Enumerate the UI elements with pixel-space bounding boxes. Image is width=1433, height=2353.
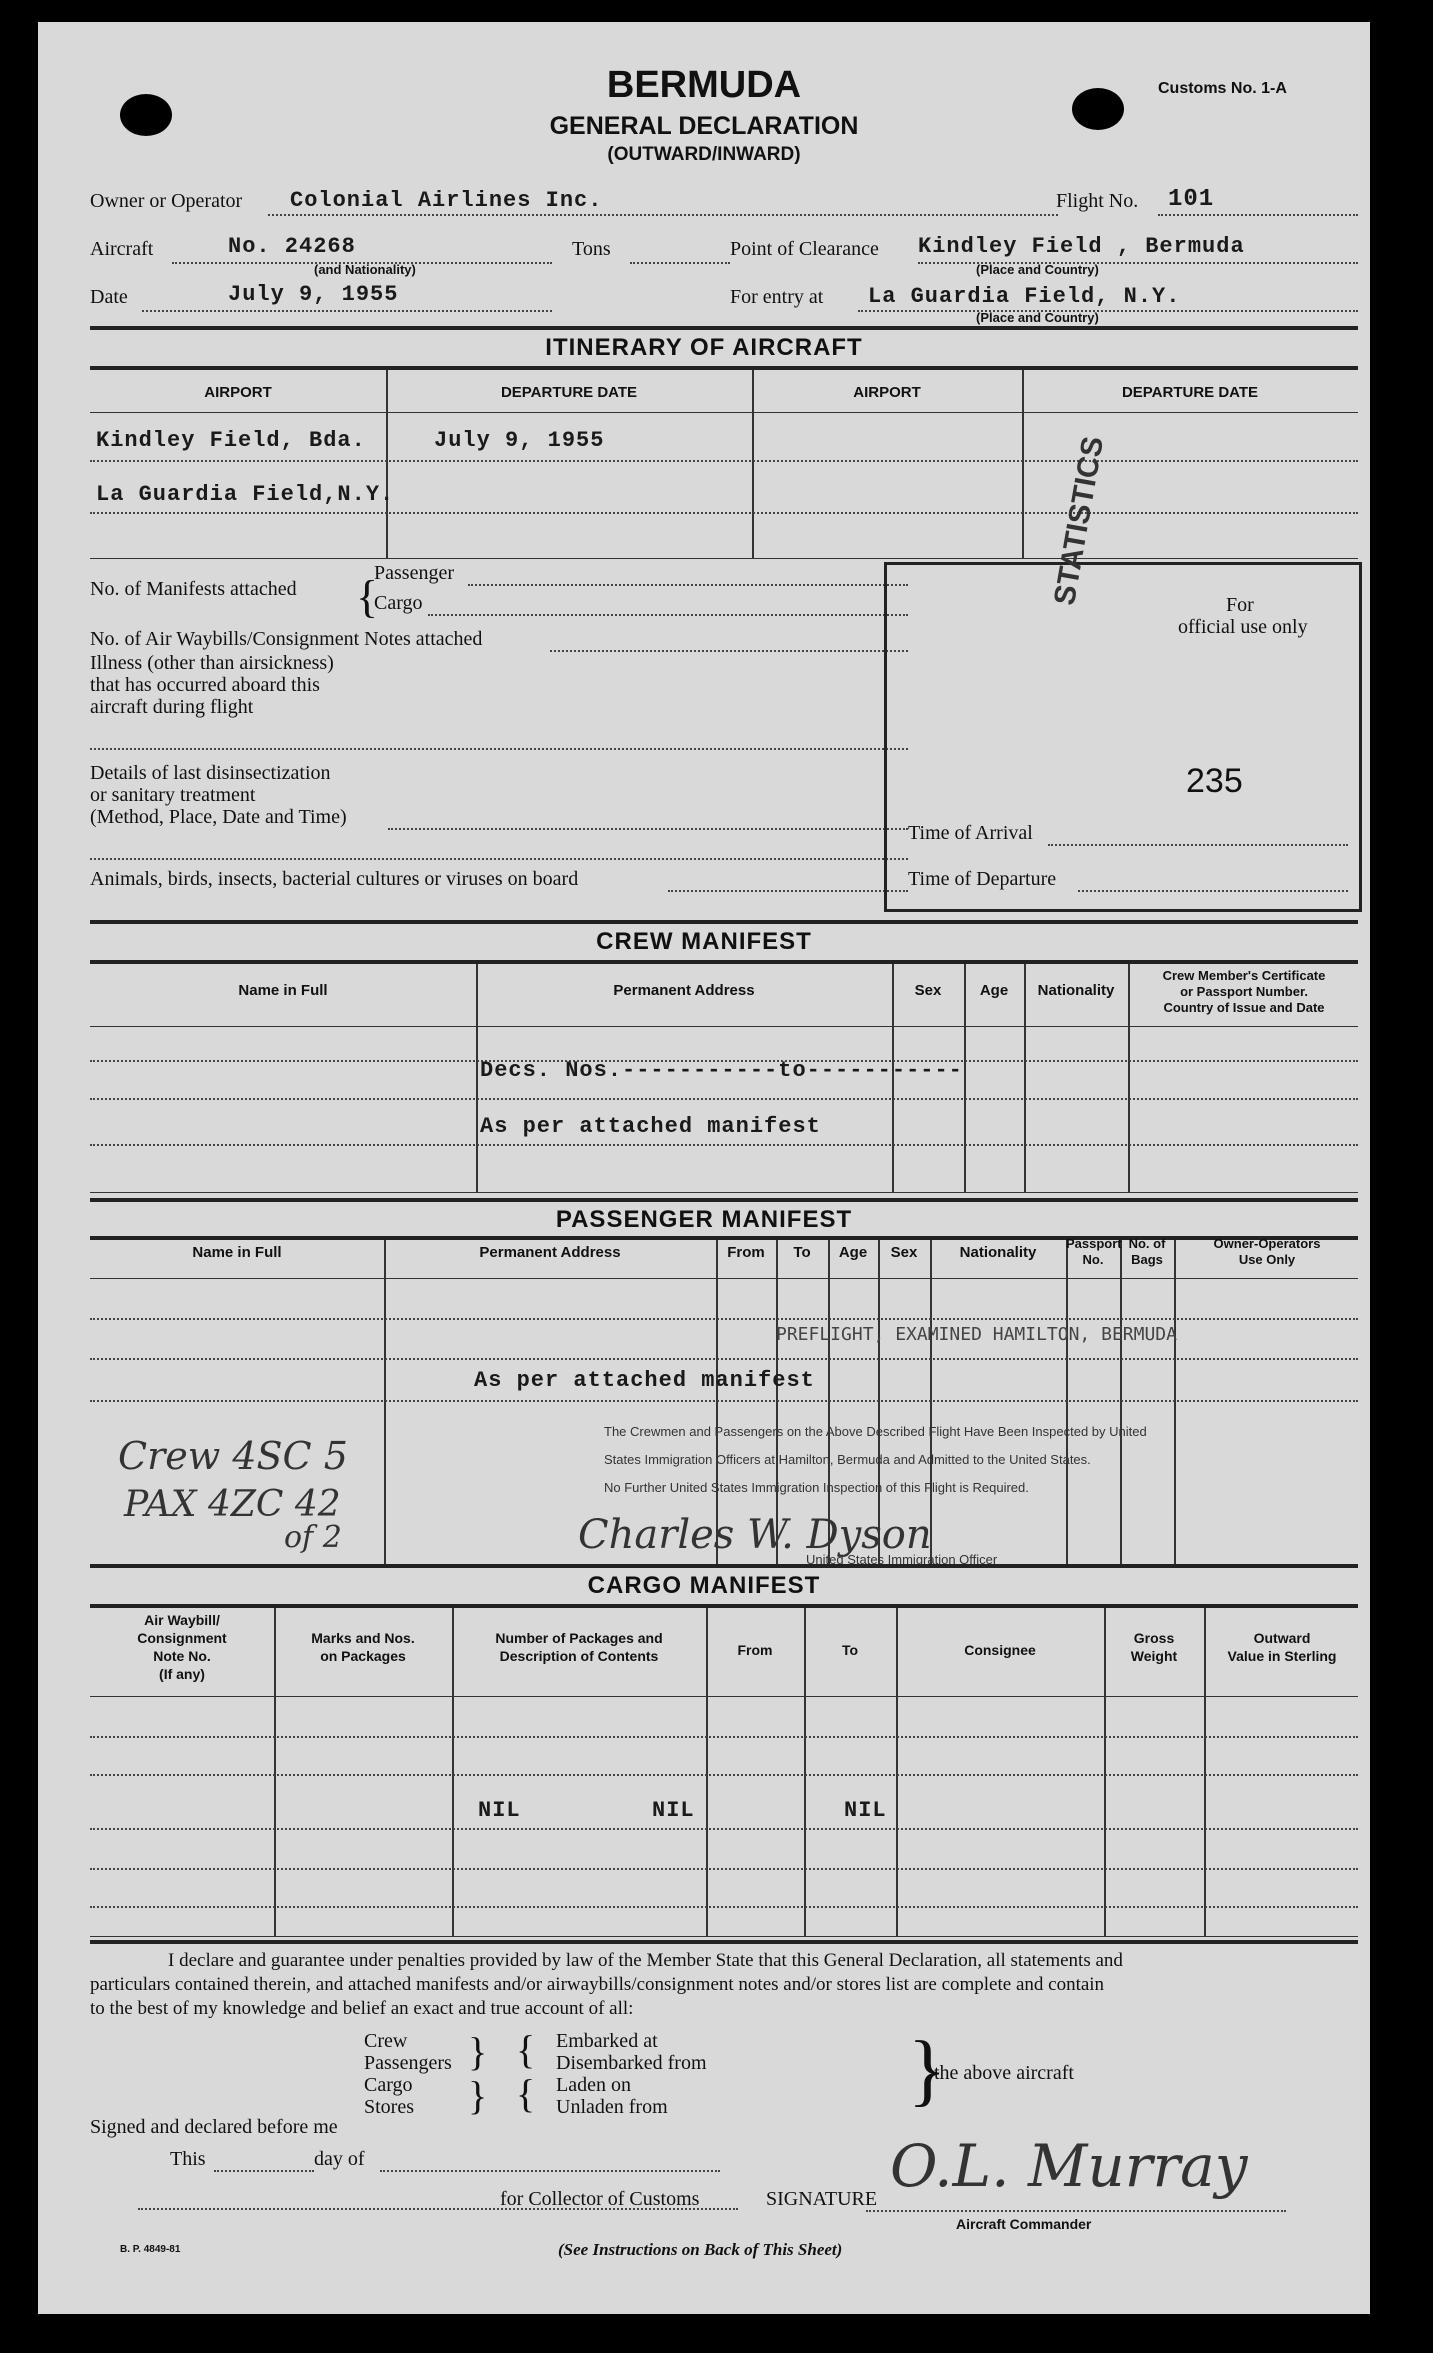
cargo-nil-2: NIL (652, 1798, 695, 1823)
cargo-header-marks-2: on Packages (320, 1648, 406, 1664)
declaration-disembarked: Disembarked from (556, 2052, 707, 2074)
itinerary-row1-date: July 9, 1955 (434, 428, 605, 453)
flight-value: 101 (1168, 186, 1215, 213)
illness-label-3: aircraft during flight (90, 696, 254, 718)
cargo-header-marks-1: Marks and Nos. (311, 1630, 415, 1646)
passenger-header-address: Permanent Address (479, 1244, 621, 1261)
manifests-brace: { (356, 571, 379, 622)
declaration-embarked: Embarked at (556, 2030, 658, 2052)
declaration-above: the above aircraft (934, 2062, 1074, 2084)
instructions-note: (See Instructions on Back of This Sheet) (558, 2240, 843, 2259)
declaration-brace-4: { (516, 2071, 536, 2116)
illness-label-2: that has occurred aboard this (90, 674, 320, 696)
passenger-header-bags-2: Bags (1131, 1252, 1163, 1267)
owner-label: Owner or Operator (90, 190, 243, 212)
dayof-label: day of (314, 2148, 365, 2170)
commander-label: Aircraft Commander (956, 2216, 1092, 2232)
crew-header-cert-1: Crew Member's Certificate (1162, 968, 1326, 983)
form-code: B. P. 4849-81 (120, 2244, 181, 2255)
cargo-header-packages-1: Number of Packages and (495, 1630, 663, 1646)
declaration-line-1: I declare and guarantee under penalties provided by law of the Member State that this General Declaration, all statements and (168, 1950, 1123, 1971)
declaration-passengers: Passengers (364, 2052, 452, 2074)
declaration-line-3: to the best of my knowledge and belief an exact and true account of all: (90, 1998, 634, 2019)
declaration-brace-5: } (908, 2026, 947, 2114)
flight-label: Flight No. (1056, 190, 1139, 212)
declaration-line-2: particulars contained therein, and attached manifests and/or airwaybills/consignment notes and/or stores list are complete and contain (90, 1974, 1105, 1995)
passenger-header-nationality: Nationality (959, 1244, 1037, 1261)
cargo-header-waybill-2: Consignment (137, 1630, 227, 1646)
cargo-header-weight-1: Gross (1133, 1630, 1175, 1646)
cargo-nil-3: NIL (844, 1798, 887, 1823)
handwritten-pax-tally: PAX 4ZC 42 (124, 1484, 341, 1525)
disinsect-label-1: Details of last disinsectization (90, 762, 331, 784)
crew-row-decs: Decs. Nos.-----------to----------- (480, 1058, 963, 1083)
departure-label: Time of Departure (908, 868, 1057, 890)
form-title: BERMUDA (606, 64, 802, 106)
manifests-passenger: Passenger (374, 562, 454, 584)
itinerary-title: ITINERARY OF AIRCRAFT (545, 334, 863, 361)
declaration-unladen: Unladen from (556, 2096, 668, 2118)
form-subtitle: GENERAL DECLARATION (549, 112, 859, 140)
clearance-value: Kindley Field , Bermuda (918, 234, 1245, 259)
handwritten-crew-tally: Crew 4SC 5 (118, 1434, 348, 1478)
official-label-1: For (1226, 594, 1254, 616)
cargo-header-consignee: Consignee (964, 1642, 1036, 1658)
declaration-form (38, 22, 1370, 2314)
form-number: Customs No. 1-A (1158, 80, 1287, 97)
illness-label-1: Illness (other than airsickness) (90, 652, 334, 674)
crew-header-cert-2: or Passport Number. (1180, 984, 1308, 999)
passenger-header-owner-1: Owner-Operators (1213, 1236, 1321, 1251)
crew-header-address: Permanent Address (613, 982, 755, 999)
itinerary-header-date-2: DEPARTURE DATE (1121, 384, 1259, 401)
commander-signature: O.L. Murray (890, 2132, 1248, 2200)
signed-label: Signed and declared before me (90, 2116, 338, 2138)
immigration-stamp-1: The Crewmen and Passengers on the Above Described Flight Have Been Inspected by United (604, 1424, 1147, 1439)
crew-header-sex: Sex (914, 982, 942, 999)
statistics-stamp: STATISTICS (1048, 434, 1111, 608)
collector-label: for Collector of Customs (500, 2188, 700, 2210)
aircraft-note: (and Nationality) (314, 262, 416, 277)
manifests-label: No. of Manifests attached (90, 578, 297, 600)
passenger-row-attached: As per attached manifest (474, 1368, 815, 1393)
entry-value: La Guardia Field, N.Y. (868, 284, 1181, 309)
itinerary-row1-airport: Kindley Field, Bda. (96, 428, 366, 453)
crew-header-age: Age (979, 982, 1009, 999)
date-value: July 9, 1955 (228, 282, 399, 307)
official-number: 235 (1186, 762, 1243, 800)
official-use-box (884, 562, 1362, 912)
immigration-stamp-3: No Further United States Immigration Inspection of this Flight is Required. (604, 1480, 1029, 1495)
waybills-label: No. of Air Waybills/Consignment Notes attached (90, 628, 483, 650)
signature-label: SIGNATURE (766, 2188, 878, 2210)
tons-label: Tons (572, 238, 611, 260)
crew-header-nationality: Nationality (1037, 982, 1115, 999)
preflight-stamp: PREFLIGHT, EXAMINED HAMILTON, BERMUDA (776, 1324, 1177, 1345)
passenger-header-sex: Sex (890, 1244, 918, 1261)
declaration-brace-2: } (468, 2073, 488, 2118)
itinerary-row2-airport: La Guardia Field,N.Y. (96, 482, 395, 507)
crew-header-name: Name in Full (238, 982, 328, 999)
this-label: This (170, 2148, 206, 2170)
disinsect-label-2: or sanitary treatment (90, 784, 256, 806)
cargo-header-weight-2: Weight (1130, 1648, 1178, 1664)
cargo-header-from: From (737, 1642, 773, 1658)
declaration-brace-3: { (516, 2027, 536, 2072)
itinerary-header-airport-2: AIRPORT (853, 384, 921, 401)
declaration-brace-1: } (468, 2029, 488, 2074)
passenger-header-passport-2: No. (1082, 1252, 1104, 1267)
date-label: Date (90, 286, 128, 308)
clearance-note: (Place and Country) (976, 262, 1099, 277)
crew-row-attached: As per attached manifest (480, 1114, 821, 1139)
passenger-header-name: Name in Full (192, 1244, 282, 1261)
cargo-header-value-2: Value in Sterling (1227, 1648, 1337, 1664)
disinsect-label-3: (Method, Place, Date and Time) (90, 806, 347, 828)
immigration-officer-label: United States Immigration Officer (806, 1552, 998, 1567)
manifests-cargo: Cargo (374, 592, 423, 614)
cargo-header-value-1: Outward (1253, 1630, 1311, 1646)
aircraft-value: No. 24268 (228, 234, 356, 259)
cargo-header-waybill-3: Note No. (153, 1648, 211, 1664)
crew-title: CREW MANIFEST (596, 928, 812, 955)
cargo-nil-1: NIL (478, 1798, 521, 1823)
arrival-label: Time of Arrival (908, 822, 1033, 844)
declaration-laden: Laden on (556, 2074, 631, 2096)
cargo-title: CARGO MANIFEST (587, 1572, 821, 1599)
cargo-header-packages-2: Description of Contents (499, 1648, 659, 1664)
passenger-header-bags-1: No. of (1128, 1236, 1166, 1251)
aircraft-label: Aircraft (90, 238, 154, 260)
cargo-header-waybill-1: Air Waybill/ (144, 1612, 220, 1628)
passenger-header-owner-2: Use Only (1238, 1252, 1296, 1267)
itinerary-header-date-1: DEPARTURE DATE (500, 384, 638, 401)
crew-header-cert-3: Country of Issue and Date (1163, 1000, 1325, 1015)
declaration-crew: Crew (364, 2030, 408, 2052)
official-label-2: official use only (1178, 616, 1308, 638)
passenger-title: PASSENGER MANIFEST (555, 1206, 853, 1233)
clearance-label: Point of Clearance (730, 238, 879, 260)
cargo-header-to: To (841, 1642, 859, 1658)
immigration-officer-signature: Charles W. Dyson (578, 1512, 932, 1558)
passenger-header-age: Age (838, 1244, 868, 1261)
animals-label: Animals, birds, insects, bacterial cultures or viruses on board (90, 868, 579, 890)
declaration-stores: Stores (364, 2096, 414, 2118)
itinerary-header-airport-1: AIRPORT (204, 384, 272, 401)
passenger-header-from: From (727, 1244, 765, 1261)
passenger-header-passport-1: Passport (1066, 1236, 1122, 1251)
entry-label: For entry at (730, 286, 824, 308)
form-direction: (OUTWARD/INWARD) (607, 144, 801, 165)
entry-note: (Place and Country) (976, 310, 1099, 325)
declaration-cargo: Cargo (364, 2074, 413, 2096)
cargo-header-waybill-4: (If any) (159, 1666, 205, 1682)
handwritten-note: of 2 (284, 1520, 342, 1555)
passenger-header-to: To (793, 1244, 811, 1261)
owner-value: Colonial Airlines Inc. (290, 188, 603, 213)
immigration-stamp-2: States Immigration Officers at Hamilton, Bermuda and Admitted to the United States. (604, 1452, 1091, 1467)
